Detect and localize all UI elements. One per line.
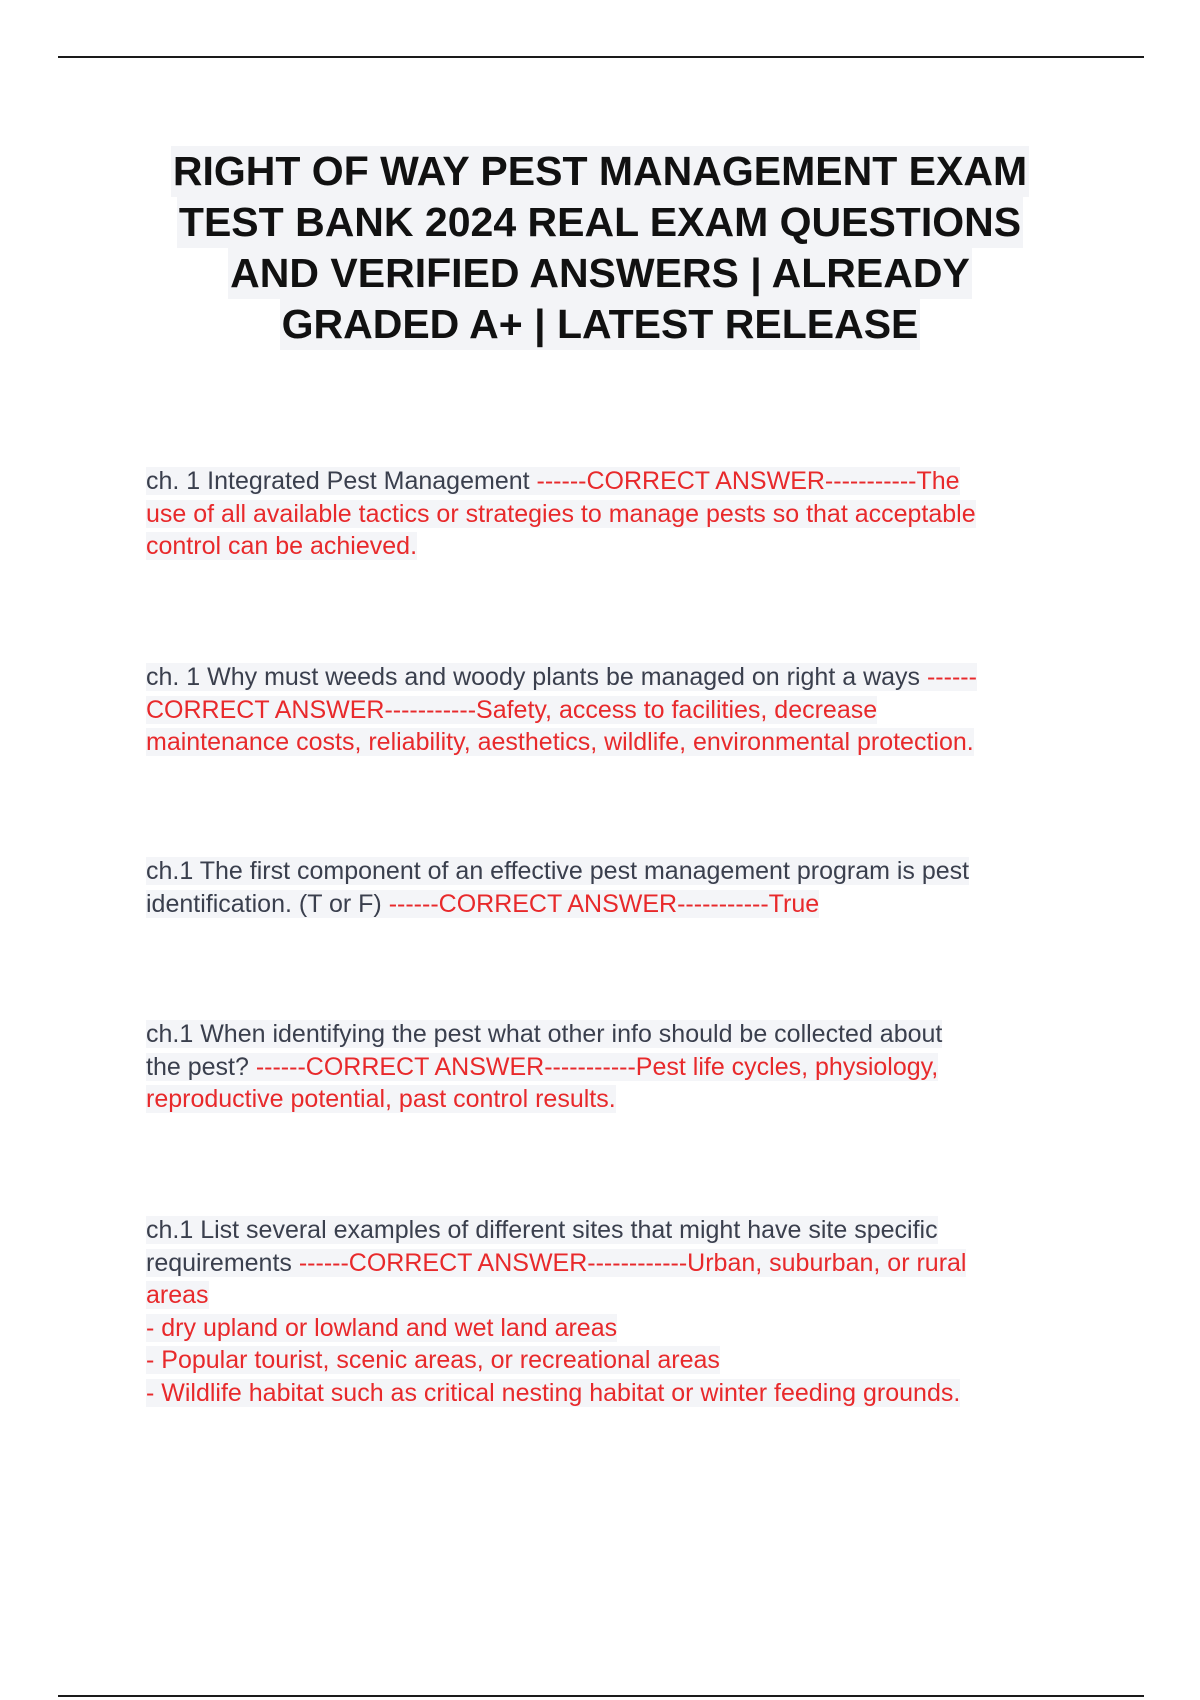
entry-line	[146, 1083, 1086, 1116]
entry-line	[146, 530, 1086, 563]
qa-entry-site-requirements	[146, 1214, 1086, 1409]
entry-line	[146, 498, 1086, 531]
entry-line	[146, 1214, 1086, 1247]
document-title	[0, 146, 1200, 350]
top-rule	[58, 56, 1144, 58]
answer-text: ------CORRECT ANSWER-----------Pest life cycles, physiology,	[255, 1052, 939, 1081]
answer-text: control can be achieved.	[146, 532, 418, 560]
entry-line	[146, 888, 1086, 921]
question-text: ch.1 List several examples of different sites that might have site specific	[146, 1216, 938, 1244]
entry-line	[146, 1018, 1086, 1051]
question-text: requirements	[146, 1248, 299, 1277]
qa-entry-integrated-pest-management	[146, 465, 1086, 563]
entry-line	[146, 1312, 1086, 1345]
entry-line	[146, 1247, 1086, 1280]
title-line: TEST BANK 2024 REAL EXAM QUESTIONS	[177, 197, 1023, 248]
answer-text: maintenance costs, reliability, aesthetics, wildlife, environmental protection.	[146, 728, 974, 756]
question-text: the pest?	[146, 1052, 256, 1081]
answer-text: CORRECT ANSWER-----------Safety, access to facilities, decrease	[146, 695, 878, 724]
entry-line	[146, 465, 1086, 498]
answer-text: ------CORRECT ANSWER-----------True	[388, 889, 820, 918]
qa-entry-identifying-pest	[146, 1018, 1086, 1116]
entry-line	[146, 1279, 1086, 1312]
answer-text: areas	[146, 1281, 209, 1309]
answer-text: reproductive potential, past control results.	[146, 1085, 616, 1113]
entry-line	[146, 855, 1086, 888]
entry-line	[146, 1051, 1086, 1084]
answer-text: - Popular tourist, scenic areas, or recreational areas	[146, 1346, 720, 1374]
answer-text: ------CORRECT ANSWER------------Urban, suburban, or rural	[298, 1248, 967, 1277]
title-line: GRADED A+ | LATEST RELEASE	[280, 299, 921, 350]
entry-line	[146, 661, 1086, 694]
entry-line	[146, 694, 1086, 727]
title-line: RIGHT OF WAY PEST MANAGEMENT EXAM	[171, 146, 1029, 197]
question-text: identification. (T or F)	[146, 889, 389, 918]
answer-text: use of all available tactics or strategies to manage pests so that acceptable	[146, 499, 976, 528]
answer-text: ------CORRECT ANSWER-----------The	[536, 467, 960, 495]
answer-text: ------	[926, 663, 977, 691]
question-text: ch.1 When identifying the pest what other info should be collected about	[146, 1020, 943, 1048]
question-text: ch. 1 Integrated Pest Management	[146, 467, 537, 495]
question-text: ch. 1 Why must weeds and woody plants be managed on right a ways	[146, 663, 927, 691]
question-text: ch.1 The first component of an effective pest management program is pest	[146, 857, 970, 885]
answer-text: - Wildlife habitat such as critical nesting habitat or winter feeding grounds.	[146, 1378, 961, 1407]
entry-line	[146, 1377, 1086, 1410]
entry-line	[146, 726, 1086, 759]
qa-entry-first-component	[146, 855, 1086, 920]
entry-line	[146, 1344, 1086, 1377]
answer-text: - dry upland or lowland and wet land areas	[146, 1313, 618, 1342]
title-line: AND VERIFIED ANSWERS | ALREADY	[228, 248, 972, 299]
bottom-rule	[58, 1695, 1144, 1697]
qa-entry-why-manage-weeds	[146, 661, 1086, 759]
